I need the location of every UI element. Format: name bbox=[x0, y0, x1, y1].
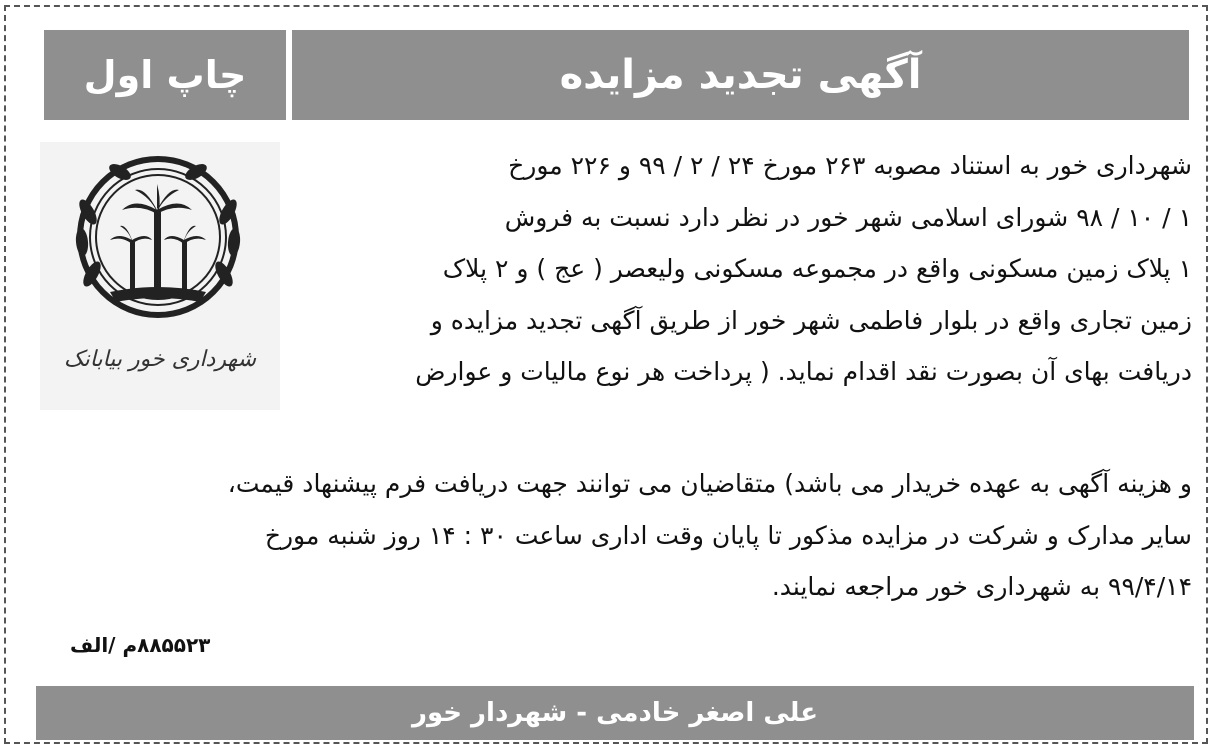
title-text: آگهی تجدید مزایده bbox=[559, 52, 922, 98]
announcement-body-bottom bbox=[28, 458, 1192, 613]
body-line: و هزینه آگهی به عهده خریدار می باشد) متقاضیان می توانند جهت دریافت فرم پیشنهاد قیمت، bbox=[227, 469, 1192, 498]
signature-bar bbox=[36, 686, 1194, 740]
signature-text: علی اصغر خادمی - شهردار خور bbox=[412, 698, 818, 728]
body-line: ۱ پلاک زمین مسکونی واقع در مجموعه مسکونی ولیعصر ( عج ) و ۲ پلاک bbox=[442, 254, 1192, 283]
print-label: چاپ اول bbox=[83, 53, 247, 97]
body-line: سایر مدارک و شرکت در مزایده مذکور تا پایان وقت اداری ساعت ۳۰ : ۱۴ روز شنبه مورخ bbox=[264, 520, 1192, 550]
municipality-logo bbox=[40, 142, 280, 410]
announcement-body-top bbox=[290, 140, 1192, 398]
body-line: دریافت بهای آن بصورت نقد اقدام نماید. ( پرداخت هر نوع مالیات و عوارض bbox=[415, 357, 1192, 386]
body-line: شهرداری خور به استناد مصوبه ۲۶۳ مورخ ۲۴ / ۲ / ۹۹ و ۲۲۶ مورخ bbox=[508, 151, 1192, 180]
body-line: ۹۹/۴/۱۴ به شهرداری خور مراجعه نمایند. bbox=[771, 572, 1192, 601]
page-title bbox=[292, 30, 1189, 120]
body-line: ۱ / ۱۰ / ۹۸ شورای اسلامی شهر خور در نظر دارد نسبت به فروش bbox=[504, 202, 1192, 232]
palm-tree-emblem-icon bbox=[40, 142, 280, 342]
reference-number: ۸۸۵۵۲۳م /الف bbox=[70, 633, 211, 657]
print-label-box bbox=[44, 30, 286, 120]
body-line: زمین تجاری واقع در بلوار فاطمی شهر خور از طریق آگهی تجدید مزایده و bbox=[430, 305, 1192, 335]
logo-caption: شهرداری خور بیابانک bbox=[63, 347, 257, 372]
